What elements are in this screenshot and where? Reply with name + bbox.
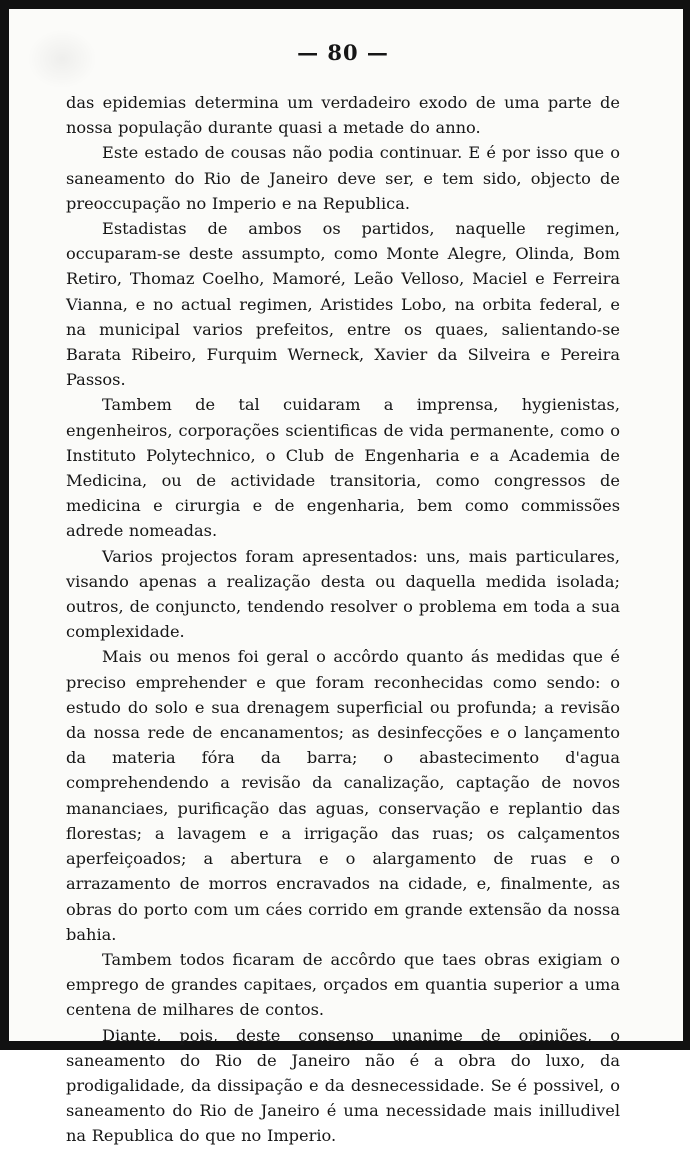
paragraph-3: Estadistas de ambos os partidos, naquelle regimen, occuparam-se deste assumpto, como Monte Alegre, Olinda, Bom Retiro, Thomaz Coelho, Mamoré, Leão Velloso, Maciel e Ferreira Vianna, e no actual regimen, Aristides Lobo, na orbita federal, e na municipal varios prefeitos, entre os quaes, salientando-se Barata Ribeiro, Furquim Werneck, Xavier da Silveira e Pereira Passos. (66, 219, 620, 390)
body-text (66, 90, 620, 1149)
paragraph-4: Tambem de tal cuidaram a imprensa, hygienistas, engenheiros, corporações scientificas de vida permanente, como o Instituto Polytechnico, o Club de Engenharia e a Academia de Medicina, ou de actividade transitoria, como congressos de medicina e cirurgia e de engenharia, bem como commissões adrede nomeadas. (66, 395, 620, 541)
paragraph-8: Diante, pois, deste consenso unanime de opiniões, o saneamento do Rio de Janeiro não é a obra do luxo, da prodigalidade, da dissipação e da desnecessidade. Se é possivel, o saneamento do Rio de Janeiro é uma necessidade mais inilludivel na Republica do que no Imperio. (66, 1025, 620, 1146)
page-number: — 80 — (297, 40, 389, 65)
paragraph-2: Este estado de cousas não podia continuar. E é por isso que o saneamento do Rio de Janeiro deve ser, e tem sido, objecto de preoccupação no Imperio e na Republica. (66, 143, 620, 213)
document-page (66, 40, 620, 1149)
paragraph-5: Varios projectos foram apresentados: uns, mais particulares, visando apenas a realização desta ou daquella medida isolada; outros, de conjuncto, tendendo resolver o problema em toda a sua complexidade. (66, 546, 620, 642)
paragraph-1: das epidemias determina um verdadeiro exodo de uma parte de nossa população durante quasi a metade do anno. (66, 93, 620, 138)
paragraph-6: Mais ou menos foi geral o accôrdo quanto ás medidas que é preciso emprehender e que foram reconhecidas como sendo: o estudo do solo e sua drenagem superficial ou profunda; a revisão da nossa rede de encanamentos; as desinfecções e o lançamento da materia fóra da barra; o abastecimento d'agua comprehendendo a revisão da canalização, captação de novos mananciaes, purificação das aguas, conservação e replantio das florestas; a lavagem e a irrigação das ruas; os calçamentos aperfeiçoados; a abertura e o alargamento de ruas e o arrazamento de morros encravados na cidade, e, finalmente, as obras do porto com um cáes corrido em grande extensão da nossa bahia. (66, 647, 620, 944)
paragraph-7: Tambem todos ficaram de accôrdo que taes obras exigiam o emprego de grandes capitaes, orçados em quantia superior a uma centena de milhares de contos. (66, 949, 620, 1020)
